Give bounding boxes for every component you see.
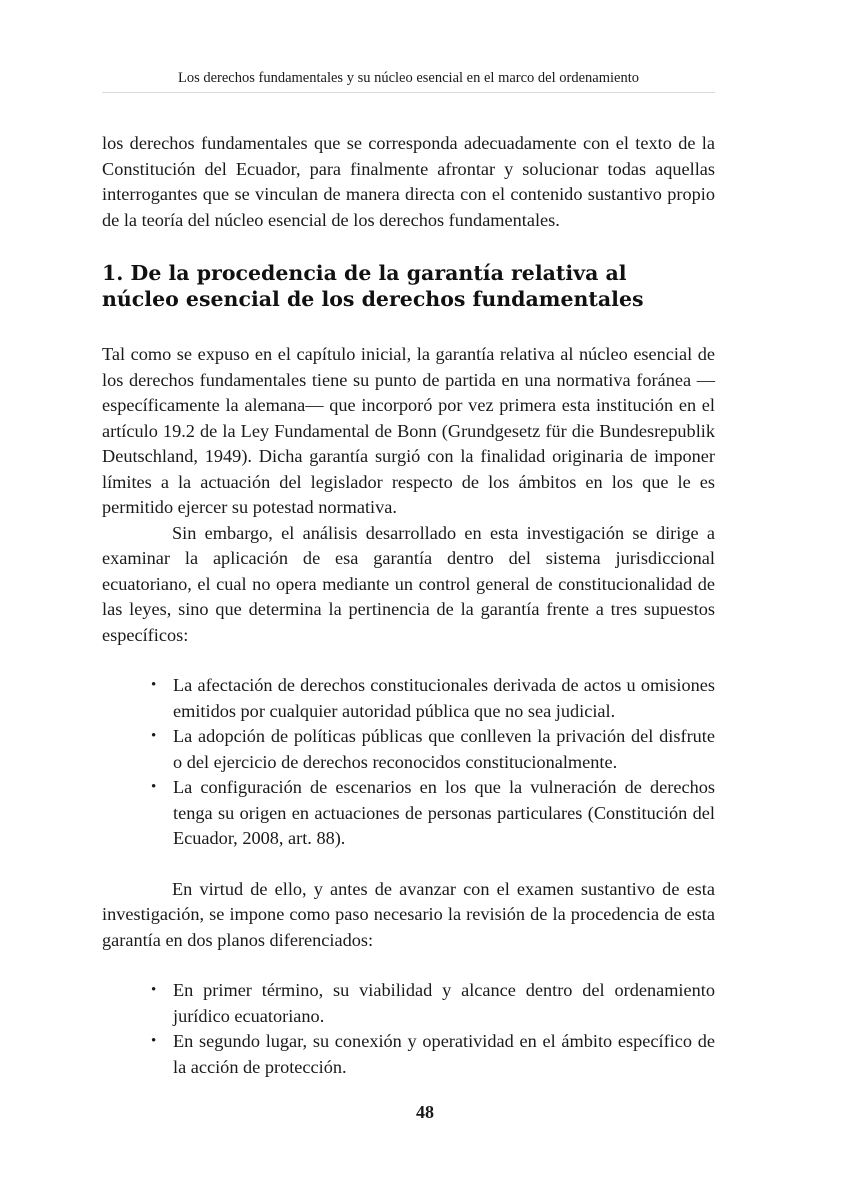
list-item bbox=[151, 775, 715, 852]
list-item bbox=[151, 673, 715, 724]
paragraph-1: Tal como se expuso en el capítulo inicial, la garantía relativa al núcleo esencial de los derechos fundamentales tiene su punto de partida en una normativa foránea —específicamente la alemana— que incorporó por vez primera esta institución en el artículo 19.2 de la Ley Fundamental de Bonn (Grundgesetz für die Bundesrepublik Deutschland, 1949). Dicha garantía surgió con la finalidad originaria de imponer límites a la actuación del legislador respecto de los ámbitos en los que le es permitido ejercer su potestad normativa. bbox=[102, 344, 715, 517]
paragraph-3: En virtud de ello, y antes de avanzar con el examen sustantivo de esta investigación, se impone como paso necesario la revisión de la procedencia de esta garantía en dos planos diferenciados: bbox=[102, 878, 715, 950]
page-number: 48 bbox=[416, 1102, 434, 1122]
list-item-text: La configuración de escenarios en los que la vulneración de derechos tenga su origen en actuaciones de personas particulares (Constitución del Ecuador, 2008, art. 88). bbox=[173, 777, 715, 848]
list-item-text: En primer término, su viabilidad y alcance dentro del ordenamiento jurídico ecuatoriano. bbox=[173, 980, 715, 1026]
bullet-icon: • bbox=[151, 1033, 157, 1049]
intro-paragraph: los derechos fundamentales que se corresponda adecuadamente con el texto de la Constitución del Ecuador, para finalmente afrontar y solucionar todas aquellas interrogantes que se vinculan de manera directa con el contenido sustantivo propio de la teoría del núcleo esencial de los derechos fundamentales. bbox=[102, 133, 715, 230]
bullet-icon: • bbox=[151, 779, 157, 795]
section-heading-line-2: núcleo esencial de los derechos fundamentales bbox=[102, 287, 644, 311]
paragraph-2: Sin embargo, el análisis desarrollado en esta investigación se dirige a examinar la aplicación de esa garantía dentro del sistema jurisdiccional ecuatoriano, el cual no opera mediante un control general de constitucionalidad de las leyes, sino que determina la pertinencia de la garantía frente a tres supuestos específicos: bbox=[102, 522, 715, 645]
bullet-icon: • bbox=[151, 728, 157, 744]
list-item-text: La afectación de derechos constitucionales derivada de actos u omisiones emitidos por cualquier autoridad pública que no sea judicial. bbox=[173, 675, 715, 721]
list-item-text: La adopción de políticas públicas que conlleven la privación del disfrute o del ejercicio de derechos reconocidos constitucionalmente. bbox=[173, 726, 715, 772]
bullet-list-2 bbox=[102, 978, 715, 1080]
bullet-icon: • bbox=[151, 982, 157, 998]
section-heading-line-1: 1. De la procedencia de la garantía relativa al bbox=[102, 261, 627, 285]
list-item bbox=[151, 1029, 715, 1080]
bullet-icon: • bbox=[151, 677, 157, 693]
list-item bbox=[151, 978, 715, 1029]
running-header-title: Los derechos fundamentales y su núcleo esencial en el marco del ordenamiento bbox=[177, 70, 639, 86]
list-item-text: En segundo lugar, su conexión y operatividad en el ámbito específico de la acción de protección. bbox=[173, 1031, 715, 1077]
bullet-list-1 bbox=[102, 673, 715, 852]
page-body bbox=[102, 131, 715, 1105]
section-heading bbox=[102, 260, 715, 312]
running-header bbox=[102, 68, 715, 93]
list-item bbox=[151, 724, 715, 775]
